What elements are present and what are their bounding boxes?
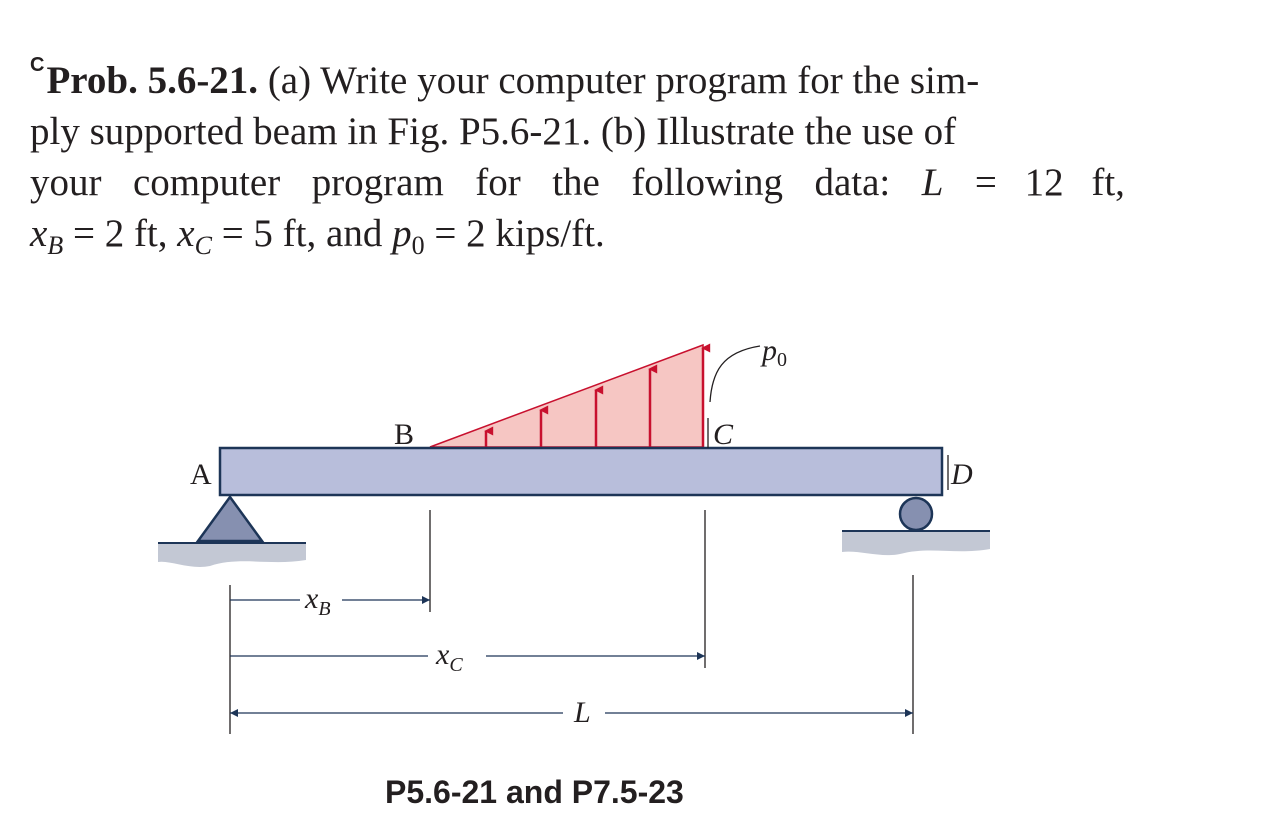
point-C-label: C	[713, 418, 734, 451]
point-A-label: A	[190, 458, 212, 491]
xB-dimension-label: $x_B$	[305, 582, 331, 620]
word: following	[631, 161, 783, 204]
ground-left	[158, 543, 306, 567]
distributed-load	[430, 345, 703, 447]
L-dimension-label: L	[574, 696, 591, 729]
point-D-label: D	[951, 458, 973, 491]
word: data:	[814, 161, 891, 204]
xB-variable: x	[30, 212, 48, 255]
p0-variable: p	[392, 212, 412, 255]
pin-support	[198, 497, 262, 541]
xC-dimension-label: $x_C$	[436, 638, 463, 676]
xB-subscript: B	[47, 231, 64, 260]
xB-value: = 2 ft,	[63, 212, 178, 255]
word: your	[30, 161, 102, 204]
beam	[220, 448, 942, 495]
p0-subscript: 0	[411, 231, 425, 260]
problem-line-1-text: (a) Write your computer program for the sim-	[258, 59, 980, 102]
problem-line-2: ply supported beam in Fig. P5.6-21. (b) Illustrate the use of	[30, 110, 957, 153]
word: for	[475, 161, 521, 204]
L-value: = 12 ft,	[974, 161, 1125, 204]
xC-subscript: C	[194, 231, 212, 260]
point-B-label: B	[394, 418, 415, 451]
word: computer	[132, 161, 281, 204]
problem-label: Prob. 5.6-21.	[46, 59, 259, 102]
figure-caption: P5.6-21 and P7.5-23	[385, 774, 684, 810]
p0-value: = 2 kips/ft.	[424, 212, 605, 255]
problem-marker: C	[30, 54, 45, 76]
roller-support	[900, 498, 932, 530]
xC-variable: x	[177, 212, 195, 255]
word: program	[311, 161, 444, 204]
p0-label: $p_0$	[762, 334, 787, 371]
word: the	[552, 161, 600, 204]
p0-leader	[710, 346, 760, 402]
ground-right	[842, 531, 990, 555]
xC-value: = 5 ft, and	[211, 212, 393, 255]
L-variable: L	[921, 161, 944, 204]
